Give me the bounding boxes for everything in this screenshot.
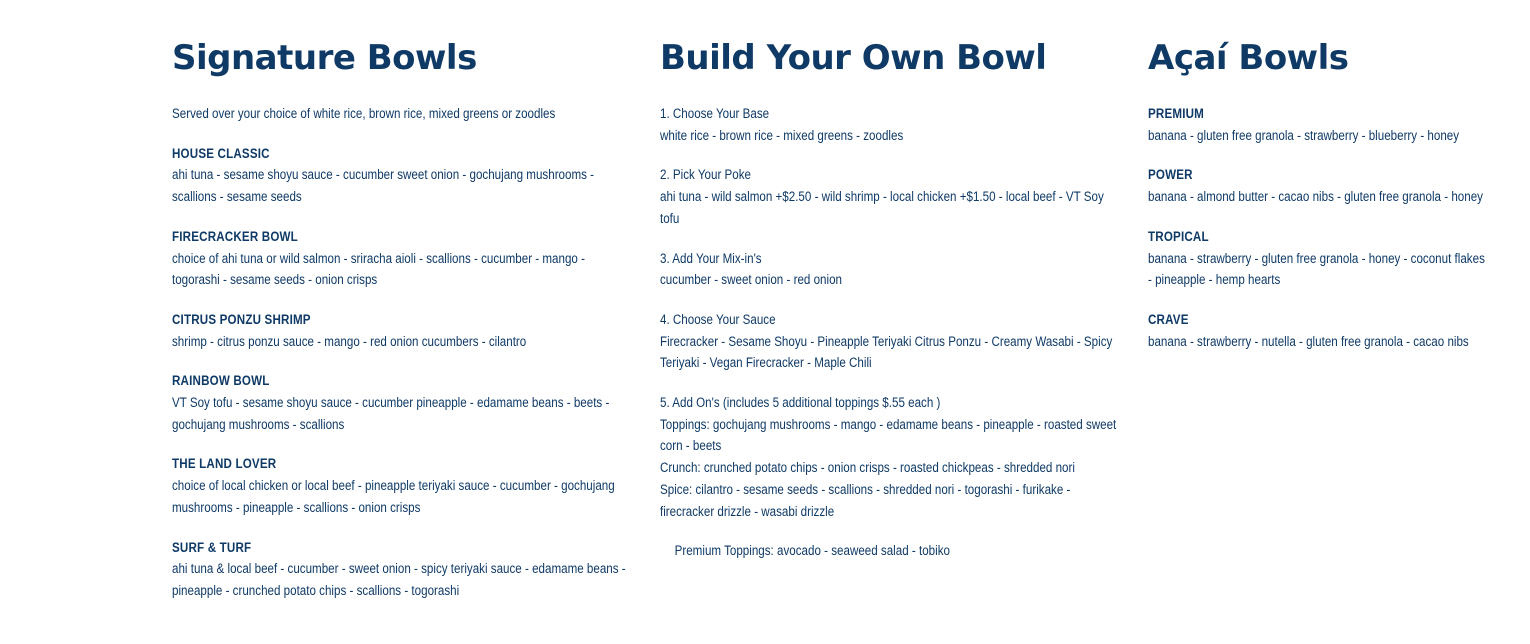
item-description: shrimp - citrus ponzu sauce - mango - red onion cucumbers - cilantro bbox=[172, 333, 527, 349]
item-title: RAINBOW BOWL bbox=[172, 373, 270, 389]
step-title: 3. Add Your Mix-in's bbox=[660, 250, 762, 266]
step-title: 2. Pick Your Poke bbox=[660, 167, 752, 183]
step-options: white rice - brown rice - mixed greens - zoodles bbox=[660, 127, 904, 143]
premium-toppings: Premium Toppings: avocado - seaweed salad - tobiko bbox=[674, 543, 950, 559]
item-description: banana - almond butter - cacao nibs - gluten free granola - honey bbox=[1148, 189, 1483, 205]
acai-bowls-heading: Açaí Bowls bbox=[1148, 38, 1349, 78]
acai-bowls-section bbox=[1148, 36, 1488, 370]
menu-item bbox=[172, 370, 631, 435]
menu-item bbox=[1148, 309, 1487, 352]
step-options: ahi tuna - wild salmon +$2.50 - wild shrimp - local chicken +$1.50 - local beef - VT Soy tofu bbox=[660, 189, 1104, 226]
menu-item bbox=[172, 453, 631, 518]
item-title: PREMIUM bbox=[1148, 106, 1205, 121]
menu-item bbox=[172, 226, 631, 291]
item-title: CRAVE bbox=[1148, 311, 1189, 327]
item-title: SURF & TURF bbox=[172, 539, 252, 555]
item-description: choice of ahi tuna or wild salmon - sriracha aioli - scallions - cucumber - mango - togorashi - sesame seeds - onion crisps bbox=[172, 250, 585, 288]
item-description: banana - strawberry - nutella - gluten free granola - cacao nibs bbox=[1148, 333, 1469, 349]
build-step bbox=[660, 103, 1119, 146]
build-step bbox=[660, 392, 1119, 522]
item-title: TROPICAL bbox=[1148, 228, 1209, 244]
build-your-own-heading: Build Your Own Bowl bbox=[660, 38, 1047, 78]
menu-item bbox=[1148, 103, 1487, 146]
step-title: 4. Choose Your Sauce bbox=[660, 311, 776, 327]
menu-item bbox=[1148, 226, 1487, 291]
step-options: cucumber - sweet onion - red onion bbox=[660, 272, 842, 288]
item-title: THE LAND LOVER bbox=[172, 456, 277, 472]
menu-item bbox=[1148, 164, 1487, 207]
item-description: VT Soy tofu - sesame shoyu sauce - cucumber pineapple - edamame beans - beets - gochujang mushrooms - scallions bbox=[172, 395, 610, 432]
step-options: Spice: cilantro - sesame seeds - scallions - shredded nori - togorashi - furikake - firecracker drizzle - wasabi drizzle bbox=[660, 481, 1071, 519]
item-description: choice of local chicken or local beef - pineapple teriyaki sauce - cucumber - gochujang mushrooms - pineapple - scallions - onion crisps bbox=[172, 478, 615, 515]
item-title: CITRUS PONZU SHRIMP bbox=[172, 311, 311, 327]
build-step bbox=[660, 164, 1119, 229]
build-step bbox=[660, 309, 1119, 374]
step-title: 5. Add On's (includes 5 additional toppings $.55 each ) bbox=[660, 395, 941, 411]
item-description: ahi tuna - sesame shoyu sauce - cucumber sweet onion - gochujang mushrooms - scallions - sesame seeds bbox=[172, 167, 595, 205]
build-step bbox=[660, 248, 1119, 291]
signature-intro: Served over your choice of white rice, brown rice, mixed greens or zoodles bbox=[172, 106, 556, 121]
signature-bowls-heading: Signature Bowls bbox=[172, 38, 477, 78]
item-title: HOUSE CLASSIC bbox=[172, 145, 270, 161]
item-title: FIRECRACKER BOWL bbox=[172, 228, 298, 244]
menu-item bbox=[172, 537, 631, 602]
menu-item bbox=[172, 143, 631, 208]
signature-bowls-section bbox=[172, 36, 632, 620]
step-options: Firecracker - Sesame Shoyu - Pineapple Teriyaki Citrus Ponzu - Creamy Wasabi - Spicy Teriyaki - Vegan Firecracker - Maple Chili bbox=[660, 333, 1113, 371]
item-description: banana - strawberry - gluten free granola - honey - coconut flakes - pineapple - hemp hearts bbox=[1148, 250, 1485, 288]
item-description: banana - gluten free granola - strawberry - blueberry - honey bbox=[1148, 127, 1460, 143]
item-description: ahi tuna & local beef - cucumber - sweet onion - spicy teriyaki sauce - edamame beans - pineapple - crunched potato chips - scallions - togorashi bbox=[172, 561, 626, 598]
step-options: Toppings: gochujang mushrooms - mango - edamame beans - pineapple - roasted sweet corn - beets bbox=[660, 416, 1117, 454]
item-title: POWER bbox=[1148, 167, 1193, 183]
step-title: 1. Choose Your Base bbox=[660, 106, 770, 121]
build-your-own-section bbox=[660, 36, 1120, 562]
step-options: Crunch: crunched potato chips - onion crisps - roasted chickpeas - shredded nori bbox=[660, 460, 1075, 476]
menu-item bbox=[172, 309, 631, 352]
